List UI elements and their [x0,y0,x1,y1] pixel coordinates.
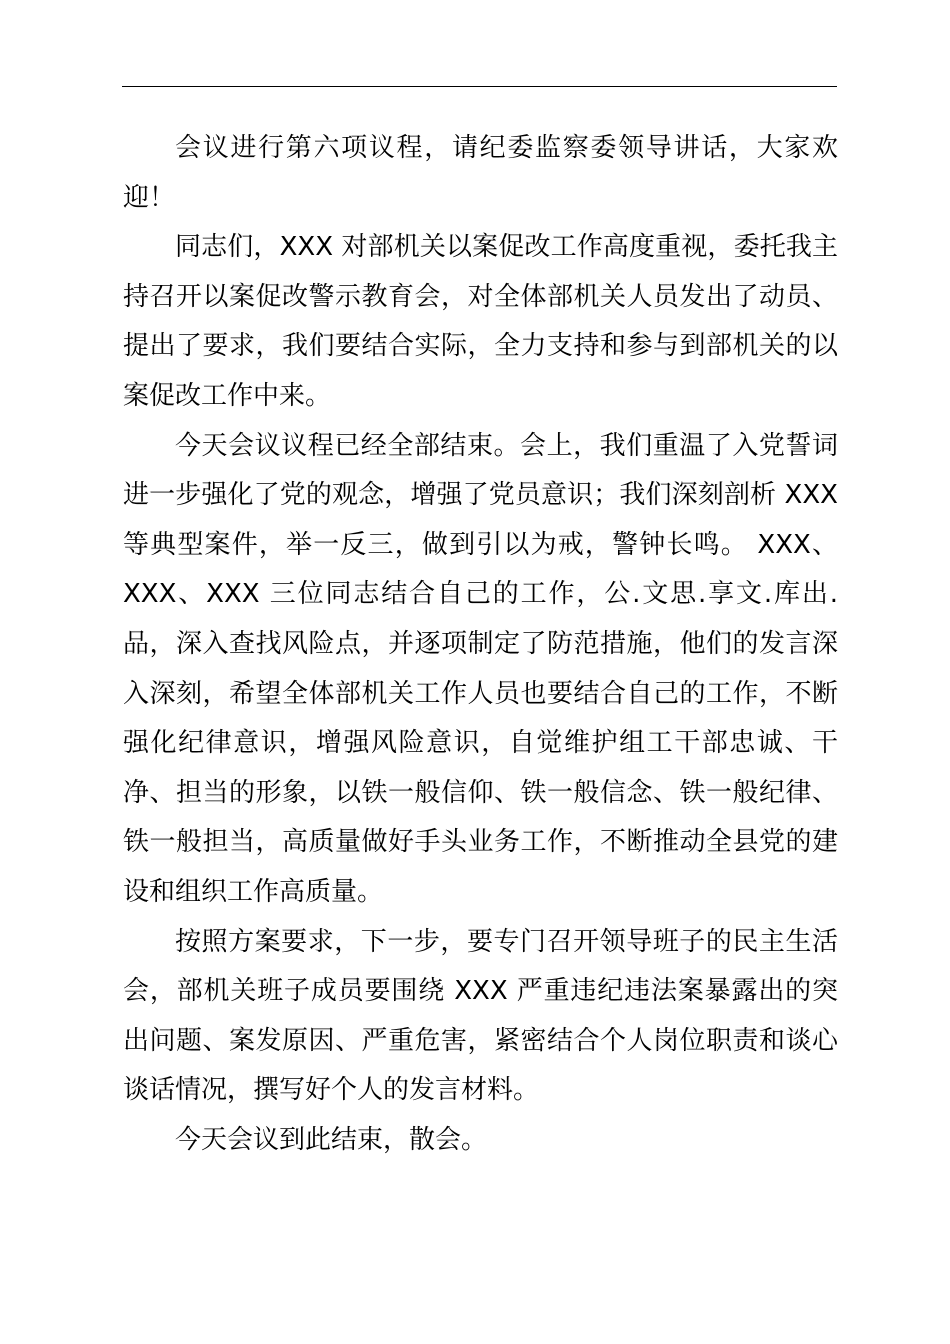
header-rule [122,86,837,87]
paragraph-meeting-summary: 今天会议议程已经全部结束。会上，我们重温了入党誓词进一步强化了党的观念，增强了党员意识；我们深刻剖析 XXX 等典型案件，举一反三，做到引以为戒，警钟长鸣。 XXX、XXX、XXX 三位同志结合自己的工作，公.文思.享文.库出.品，深入查找风险点，并逐项制定了防范措施，他们的发言深入深刻，希望全体部机关工作人员也要结合自己的工作，不断强化纪律意识，增强风险意识，自觉维护组工干部忠诚、干净、担当的形象，以铁一般信仰、铁一般信念、铁一般纪律、铁一般担当，高质量做好手头业务工作，不断推动全县党的建设和组织工作高质量。 [123,430,838,907]
paragraph-next-steps: 按照方案要求，下一步，要专门召开领导班子的民主生活会，部机关班子成员要围绕 XXX 严重违纪违法案暴露出的突出问题、案发原因、严重危害，紧密结合个人岗位职责和谈心谈话情况，撰写好个人的发言材料。 [123,926,838,1106]
paragraph-agenda-item-six: 会议进行第六项议程，请纪委监察委领导讲话，大家欢迎！ [123,133,838,213]
paragraph-mobilization: 同志们，XXX 对部机关以案促改工作高度重视，委托我主持召开以案促改警示教育会，对全体部机关人员发出了动员、提出了要求，我们要结合实际，全力支持和参与到部机关的以案促改工作中来。 [123,232,838,411]
document-body [123,124,838,1165]
paragraph-closing: 今天会议到此结束，散会。 [175,1124,488,1155]
